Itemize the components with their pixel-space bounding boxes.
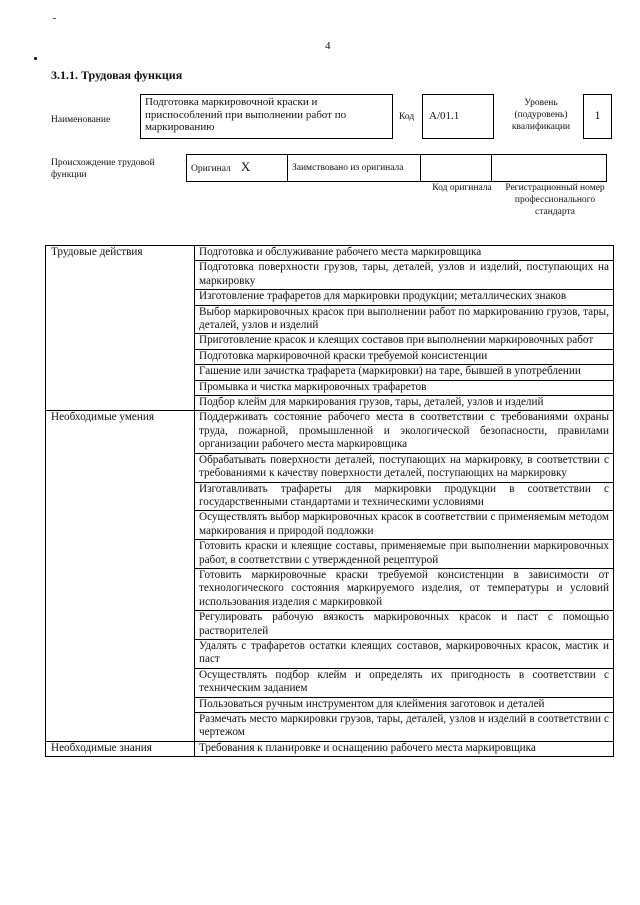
item-cell: Приготовление красок и клеящих составов при выполнении маркировочных работ	[195, 334, 614, 349]
item-cell: Осуществлять выбор маркировочных красок в соответствии с применяемым методом маркирования и природой подложки	[195, 511, 614, 540]
item-cell: Пользоваться ручным инструментом для клеймения заготовок и деталей	[195, 697, 614, 712]
borrowed-cell	[288, 155, 421, 182]
item-cell: Готовить краски и клеящие составы, применяемые при выполнении маркировочных работ, в соответствии с утвержденной рецептурой	[195, 540, 614, 569]
level-value: 1	[583, 94, 612, 139]
item-cell: Размечать место маркировки грузов, тары, деталей, узлов и изделий в соответствии с чертежом	[195, 713, 614, 742]
item-cell: Изготовление трафаретов для маркировки продукции; металлических знаков	[195, 290, 614, 305]
item-cell: Осуществлять подбор клейм и определять их пригодность в соответствии с техническим заданием	[195, 668, 614, 697]
category-cell: Необходимые знания	[46, 741, 195, 756]
section-title: 3.1.1. Трудовая функция	[51, 68, 183, 82]
original-label: Оригинал	[191, 164, 231, 174]
origin-label: Происхождение трудовой функции	[51, 158, 155, 180]
name-value: Подготовка маркировочной краски и приспособлений при выполнении работ по маркированию	[140, 94, 393, 139]
item-cell: Подготовка поверхности грузов, тары, деталей, узлов и изделий, поступающих на маркировку	[195, 261, 614, 290]
category-cell: Необходимые умения	[46, 411, 195, 741]
item-cell: Гашение или зачистка трафарета (маркировки) на таре, бывшей в употреблении	[195, 365, 614, 380]
reg-number-cell	[492, 155, 607, 182]
page-number: 4	[325, 40, 331, 52]
bullet-dot	[34, 57, 37, 60]
code-label: Код	[399, 112, 415, 122]
item-cell: Изготавливать трафареты для маркировки продукции в соответствии с государственными стандартами и техническими условиями	[195, 482, 614, 511]
original-mark: X	[240, 159, 251, 174]
scan-mark	[53, 18, 56, 19]
code-original-label: Код оригинала	[432, 183, 492, 193]
reg-number-label: Регистрационный номер профессионального стандарта	[505, 183, 605, 217]
item-cell: Подготовка и обслуживание рабочего места маркировщика	[195, 246, 614, 261]
level-label: Уровень (подуровень) квалификации	[511, 98, 571, 132]
item-cell: Требования к планировке и оснащению рабочего места маркировщика	[195, 741, 614, 756]
original-cell	[187, 155, 288, 182]
table-row	[46, 741, 614, 756]
table-row	[46, 246, 614, 261]
item-cell: Готовить маркировочные краски требуемой консистенции в зависимости от технологического состояния маркируемого изделия, от температуры и условий использования изделия с маркировкой	[195, 568, 614, 610]
item-cell: Обрабатывать поверхности деталей, поступающих на маркировку, в соответствии с требованиями к качеству поверхности деталей, поступающих на маркировку	[195, 453, 614, 482]
code-value: А/01.1	[422, 94, 494, 139]
functions-table	[45, 245, 614, 757]
origin-table	[186, 154, 607, 182]
item-cell: Выбор маркировочных красок при выполнении работ по маркированию грузов, тары, деталей, узлов и изделий	[195, 305, 614, 334]
item-cell: Регулировать рабочую вязкость маркировочных красок и паст с помощью растворителей	[195, 611, 614, 640]
item-cell: Поддерживать состояние рабочего места в соответствии с требованиями охраны труда, пожарной, промышленной и экологической безопасности, правилами организации рабочего места маркировщика	[195, 411, 614, 453]
category-cell: Трудовые действия	[46, 246, 195, 411]
item-cell: Подбор клейм для маркирования грузов, тары, деталей, узлов и изделий	[195, 396, 614, 411]
item-cell: Промывка и чистка маркировочных трафаретов	[195, 380, 614, 395]
table-row	[46, 411, 614, 453]
item-cell: Подготовка маркировочной краски требуемой консистенции	[195, 349, 614, 364]
name-label: Наименование	[51, 115, 111, 125]
borrowed-label: Заимствовано из оригинала	[292, 162, 404, 173]
code-original-cell	[421, 155, 492, 182]
item-cell: Удалять с трафаретов остатки клеящих составов, маркировочных красок, мастик и паст	[195, 639, 614, 668]
